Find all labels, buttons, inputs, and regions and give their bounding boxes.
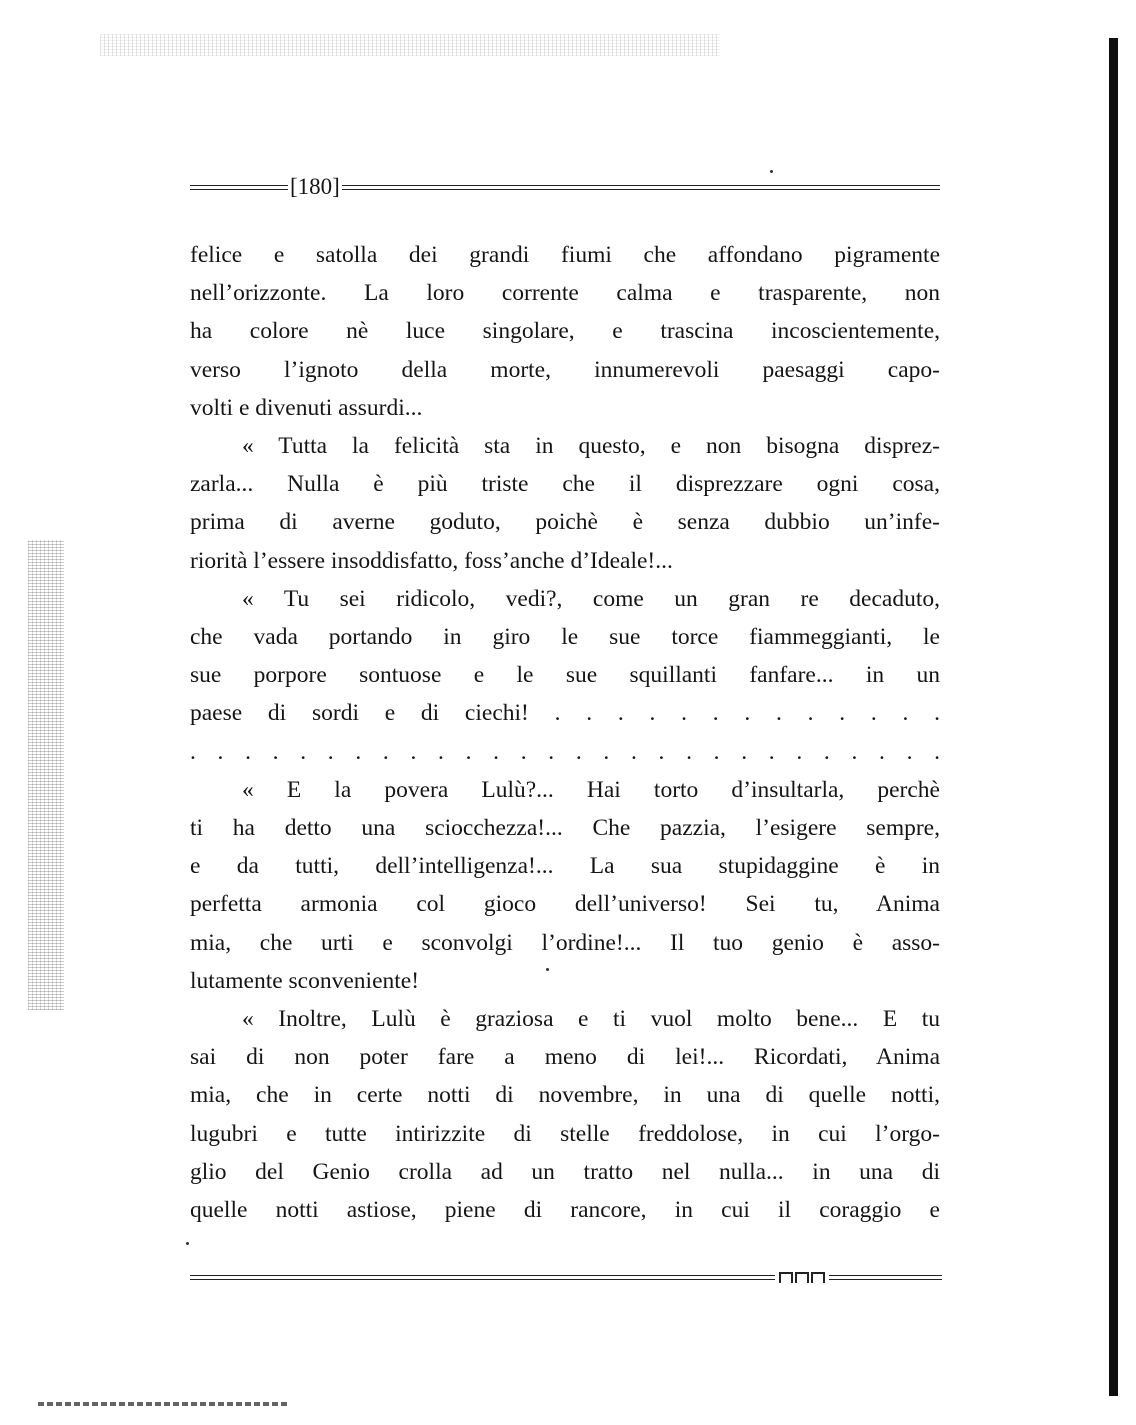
text-line: perfetta armonia col gioco dell’universo! Sei tu, Anima [190,891,940,918]
text-line: felice e satolla dei grandi fiumi che affondano pigramente [190,242,940,268]
scan-noise-left [28,540,64,1010]
scan-noise-bottom [38,1402,288,1406]
page-footer [190,1266,942,1288]
text-line: lugubri e tutte intirizzite di stelle freddolose, in cui l’orgo- [190,1120,940,1147]
text-line: « Inoltre, Lulù è graziosa e ti vuol molto bene... E tu [242,1006,940,1033]
text-line: che vada portando in giro le sue torce fiammeggianti, le [190,624,940,651]
footer-rule-right [829,1275,942,1280]
text-line: ti ha detto una sciocchezza!... Che pazzia, l’esigere sempre, [190,815,940,842]
text-line: quelle notti astiose, piene di rancore, in cui il coraggio e [190,1197,940,1224]
text-line: lutamente sconveniente! [190,967,420,994]
text-line: sai di non poter fare a meno di lei!... Ricordati, Anima [190,1044,940,1071]
header-rule-left [190,185,288,190]
page-number: [180] [290,174,340,199]
text-line: nell’orizzonte. La loro corrente calma e trasparente, non [190,280,940,307]
text-line: zarla... Nulla è più triste che il disprezzare ogni cosa, [190,471,940,498]
page-header [190,172,940,202]
footer-ornament-icon [775,1272,829,1283]
text-line: volti e divenuti assurdi... [190,394,423,421]
text-line: « Tutta la felicità sta in questo, e non bisogna disprez- [242,433,940,460]
footer-rule-left [190,1275,775,1280]
scan-edge-right [1109,38,1118,1396]
text-line: mia, che urti e sconvolgi l’ordine!... Il tuo genio è asso- [190,929,940,956]
text-line: glio del Genio crolla ad un tratto nel nulla... in una di [190,1158,940,1185]
text-line: « E la povera Lulù?... Hai torto d’insultarla, perchè [242,776,940,803]
body-text [190,236,940,1229]
text-line: ha colore nè luce singolare, e trascina incoscientemente, [190,318,940,345]
text-line: « Tu sei ridicolo, vedi?, come un gran re decaduto, [242,585,940,612]
header-rule-right [342,185,940,190]
text-line: riorità l’essere insoddisfatto, foss’anche d’Ideale!... [190,547,673,574]
speck [186,1242,189,1245]
text-line: prima di averne goduto, poichè è senza dubbio un’infe- [190,509,940,536]
text-line: . . . . . . . . . . . . . . . . . . . . . . . . . . . . [190,738,940,765]
text-line: mia, che in certe notti di novembre, in una di quelle notti, [190,1082,940,1109]
text-line: paese di sordi e di ciechi! . . . . . . . . . . . . . [190,700,940,727]
text-line: e da tutti, dell’intelligenza!... La sua stupidaggine è in [190,853,940,880]
text-line: verso l’ignoto della morte, innumerevoli paesaggi capo- [190,356,940,383]
text-line: sue porpore sontuose e le sue squillanti fanfare... in un [190,662,940,689]
scan-noise-top [100,34,720,56]
